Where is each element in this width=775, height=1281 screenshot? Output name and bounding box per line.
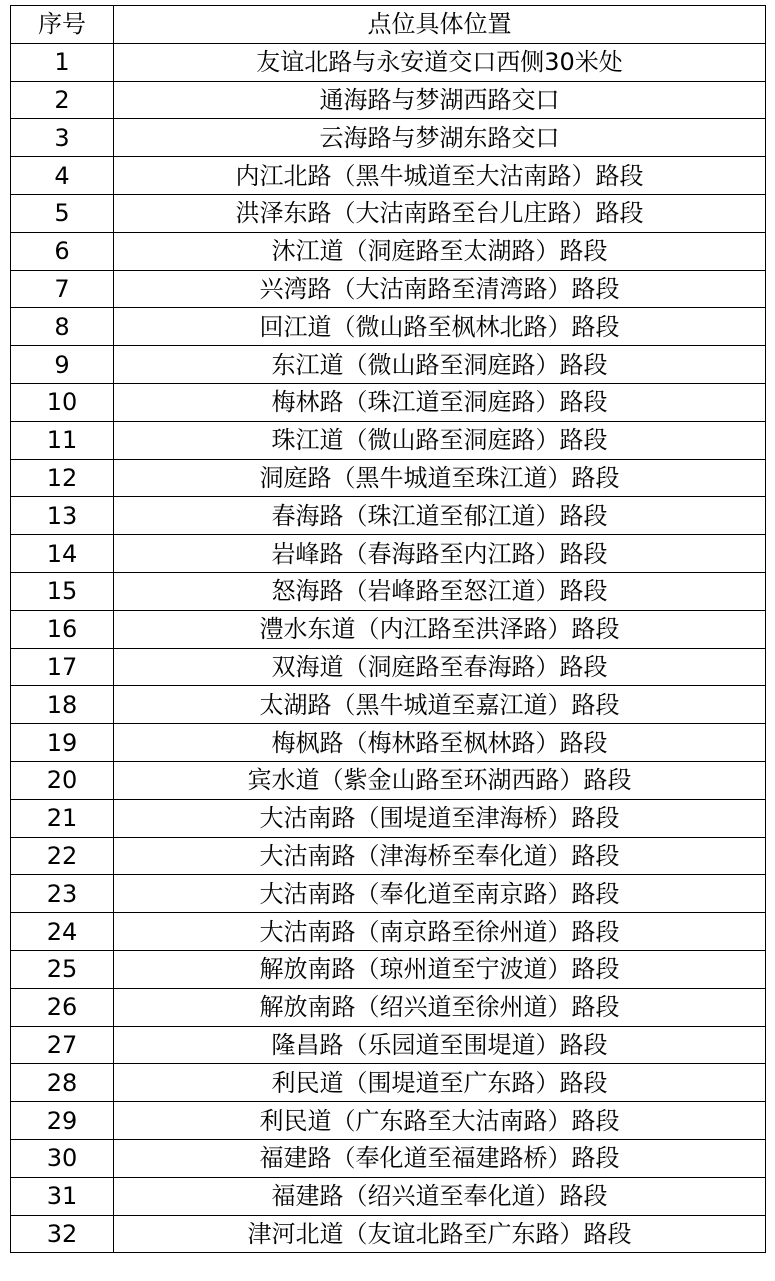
serial-number-cell: 20: [11, 761, 114, 799]
location-cell: 津河北道（友谊北路至广东路）路段: [114, 1215, 766, 1253]
serial-number-cell: 7: [11, 270, 114, 308]
serial-number-cell: 8: [11, 308, 114, 346]
table-row: [11, 648, 766, 686]
location-cell: 回江道（微山路至枫林北路）路段: [114, 308, 766, 346]
serial-number-cell: 14: [11, 535, 114, 573]
serial-number-cell: 30: [11, 1139, 114, 1177]
serial-number-cell: 32: [11, 1215, 114, 1253]
serial-number-cell: 10: [11, 383, 114, 421]
location-cell: 解放南路（琼州道至宁波道）路段: [114, 950, 766, 988]
location-cell: 大沽南路（围堤道至津海桥）路段: [114, 799, 766, 837]
document-page: [10, 5, 766, 1253]
location-cell: 梅枫路（梅林路至枫林路）路段: [114, 724, 766, 762]
serial-number-cell: 4: [11, 157, 114, 195]
serial-number-cell: 9: [11, 346, 114, 384]
table-row: [11, 1139, 766, 1177]
table-row: [11, 1102, 766, 1140]
location-cell: 内江北路（黑牛城道至大沽南路）路段: [114, 157, 766, 195]
table-row: [11, 1177, 766, 1215]
location-cell: 大沽南路（津海桥至奉化道）路段: [114, 837, 766, 875]
table-row: [11, 610, 766, 648]
location-cell: 通海路与梦湖西路交口: [114, 81, 766, 119]
table-row: [11, 837, 766, 875]
serial-number-cell: 22: [11, 837, 114, 875]
location-cell: 宾水道（紫金山路至环湖西路）路段: [114, 761, 766, 799]
location-cell: 利民道（广东路至大沽南路）路段: [114, 1102, 766, 1140]
table-row: [11, 43, 766, 81]
table-row: [11, 535, 766, 573]
serial-number-cell: 24: [11, 913, 114, 951]
table-row: [11, 497, 766, 535]
location-cell: 洪泽东路（大沽南路至台儿庄路）路段: [114, 194, 766, 232]
serial-number-cell: 21: [11, 799, 114, 837]
table-row: [11, 308, 766, 346]
serial-number-cell: 6: [11, 232, 114, 270]
location-cell: 大沽南路（南京路至徐州道）路段: [114, 913, 766, 951]
location-cell: 福建路（奉化道至福建路桥）路段: [114, 1139, 766, 1177]
table-row: [11, 1026, 766, 1064]
serial-number-cell: 29: [11, 1102, 114, 1140]
location-cell: 云海路与梦湖东路交口: [114, 119, 766, 157]
location-cell: 沐江道（洞庭路至太湖路）路段: [114, 232, 766, 270]
table-row: [11, 346, 766, 384]
location-cell: 春海路（珠江道至郁江道）路段: [114, 497, 766, 535]
serial-number-cell: 1: [11, 43, 114, 81]
serial-number-cell: 12: [11, 459, 114, 497]
serial-number-cell: 11: [11, 421, 114, 459]
table-row: [11, 232, 766, 270]
location-cell: 澧水东道（内江路至洪泽路）路段: [114, 610, 766, 648]
location-cell: 福建路（绍兴道至奉化道）路段: [114, 1177, 766, 1215]
location-cell: 怒海路（岩峰路至怒江道）路段: [114, 572, 766, 610]
location-cell: 梅林路（珠江道至洞庭路）路段: [114, 383, 766, 421]
serial-number-cell: 2: [11, 81, 114, 119]
table-row: [11, 761, 766, 799]
serial-number-cell: 17: [11, 648, 114, 686]
table-row: [11, 913, 766, 951]
table-body: [11, 43, 766, 1253]
serial-number-cell: 25: [11, 950, 114, 988]
table-row: [11, 194, 766, 232]
serial-number-cell: 3: [11, 119, 114, 157]
serial-number-cell: 28: [11, 1064, 114, 1102]
location-cell: 隆昌路（乐园道至围堤道）路段: [114, 1026, 766, 1064]
header-location: 点位具体位置: [114, 6, 766, 44]
location-cell: 双海道（洞庭路至春海路）路段: [114, 648, 766, 686]
serial-number-cell: 18: [11, 686, 114, 724]
serial-number-cell: 23: [11, 875, 114, 913]
serial-number-cell: 31: [11, 1177, 114, 1215]
location-cell: 利民道（围堤道至广东路）路段: [114, 1064, 766, 1102]
table-row: [11, 459, 766, 497]
serial-number-cell: 27: [11, 1026, 114, 1064]
table-row: [11, 988, 766, 1026]
table-row: [11, 157, 766, 195]
table-row: [11, 875, 766, 913]
location-table: [10, 5, 766, 1253]
location-cell: 大沽南路（奉化道至南京路）路段: [114, 875, 766, 913]
location-cell: 东江道（微山路至洞庭路）路段: [114, 346, 766, 384]
table-row: [11, 1215, 766, 1253]
table-row: [11, 119, 766, 157]
location-cell: 兴湾路（大沽南路至清湾路）路段: [114, 270, 766, 308]
serial-number-cell: 16: [11, 610, 114, 648]
location-cell: 洞庭路（黑牛城道至珠江道）路段: [114, 459, 766, 497]
serial-number-cell: 5: [11, 194, 114, 232]
location-cell: 珠江道（微山路至洞庭路）路段: [114, 421, 766, 459]
serial-number-cell: 19: [11, 724, 114, 762]
serial-number-cell: 15: [11, 572, 114, 610]
table-header-row: [11, 6, 766, 44]
table-row: [11, 686, 766, 724]
table-row: [11, 421, 766, 459]
table-row: [11, 270, 766, 308]
location-cell: 太湖路（黑牛城道至嘉江道）路段: [114, 686, 766, 724]
location-cell: 友谊北路与永安道交口西侧30米处: [114, 43, 766, 81]
location-cell: 解放南路（绍兴道至徐州道）路段: [114, 988, 766, 1026]
table-row: [11, 383, 766, 421]
serial-number-cell: 13: [11, 497, 114, 535]
serial-number-cell: 26: [11, 988, 114, 1026]
table-row: [11, 799, 766, 837]
table-row: [11, 1064, 766, 1102]
table-row: [11, 81, 766, 119]
header-serial-number: 序号: [11, 6, 114, 44]
table-row: [11, 950, 766, 988]
table-row: [11, 572, 766, 610]
location-cell: 岩峰路（春海路至内江路）路段: [114, 535, 766, 573]
table-row: [11, 724, 766, 762]
